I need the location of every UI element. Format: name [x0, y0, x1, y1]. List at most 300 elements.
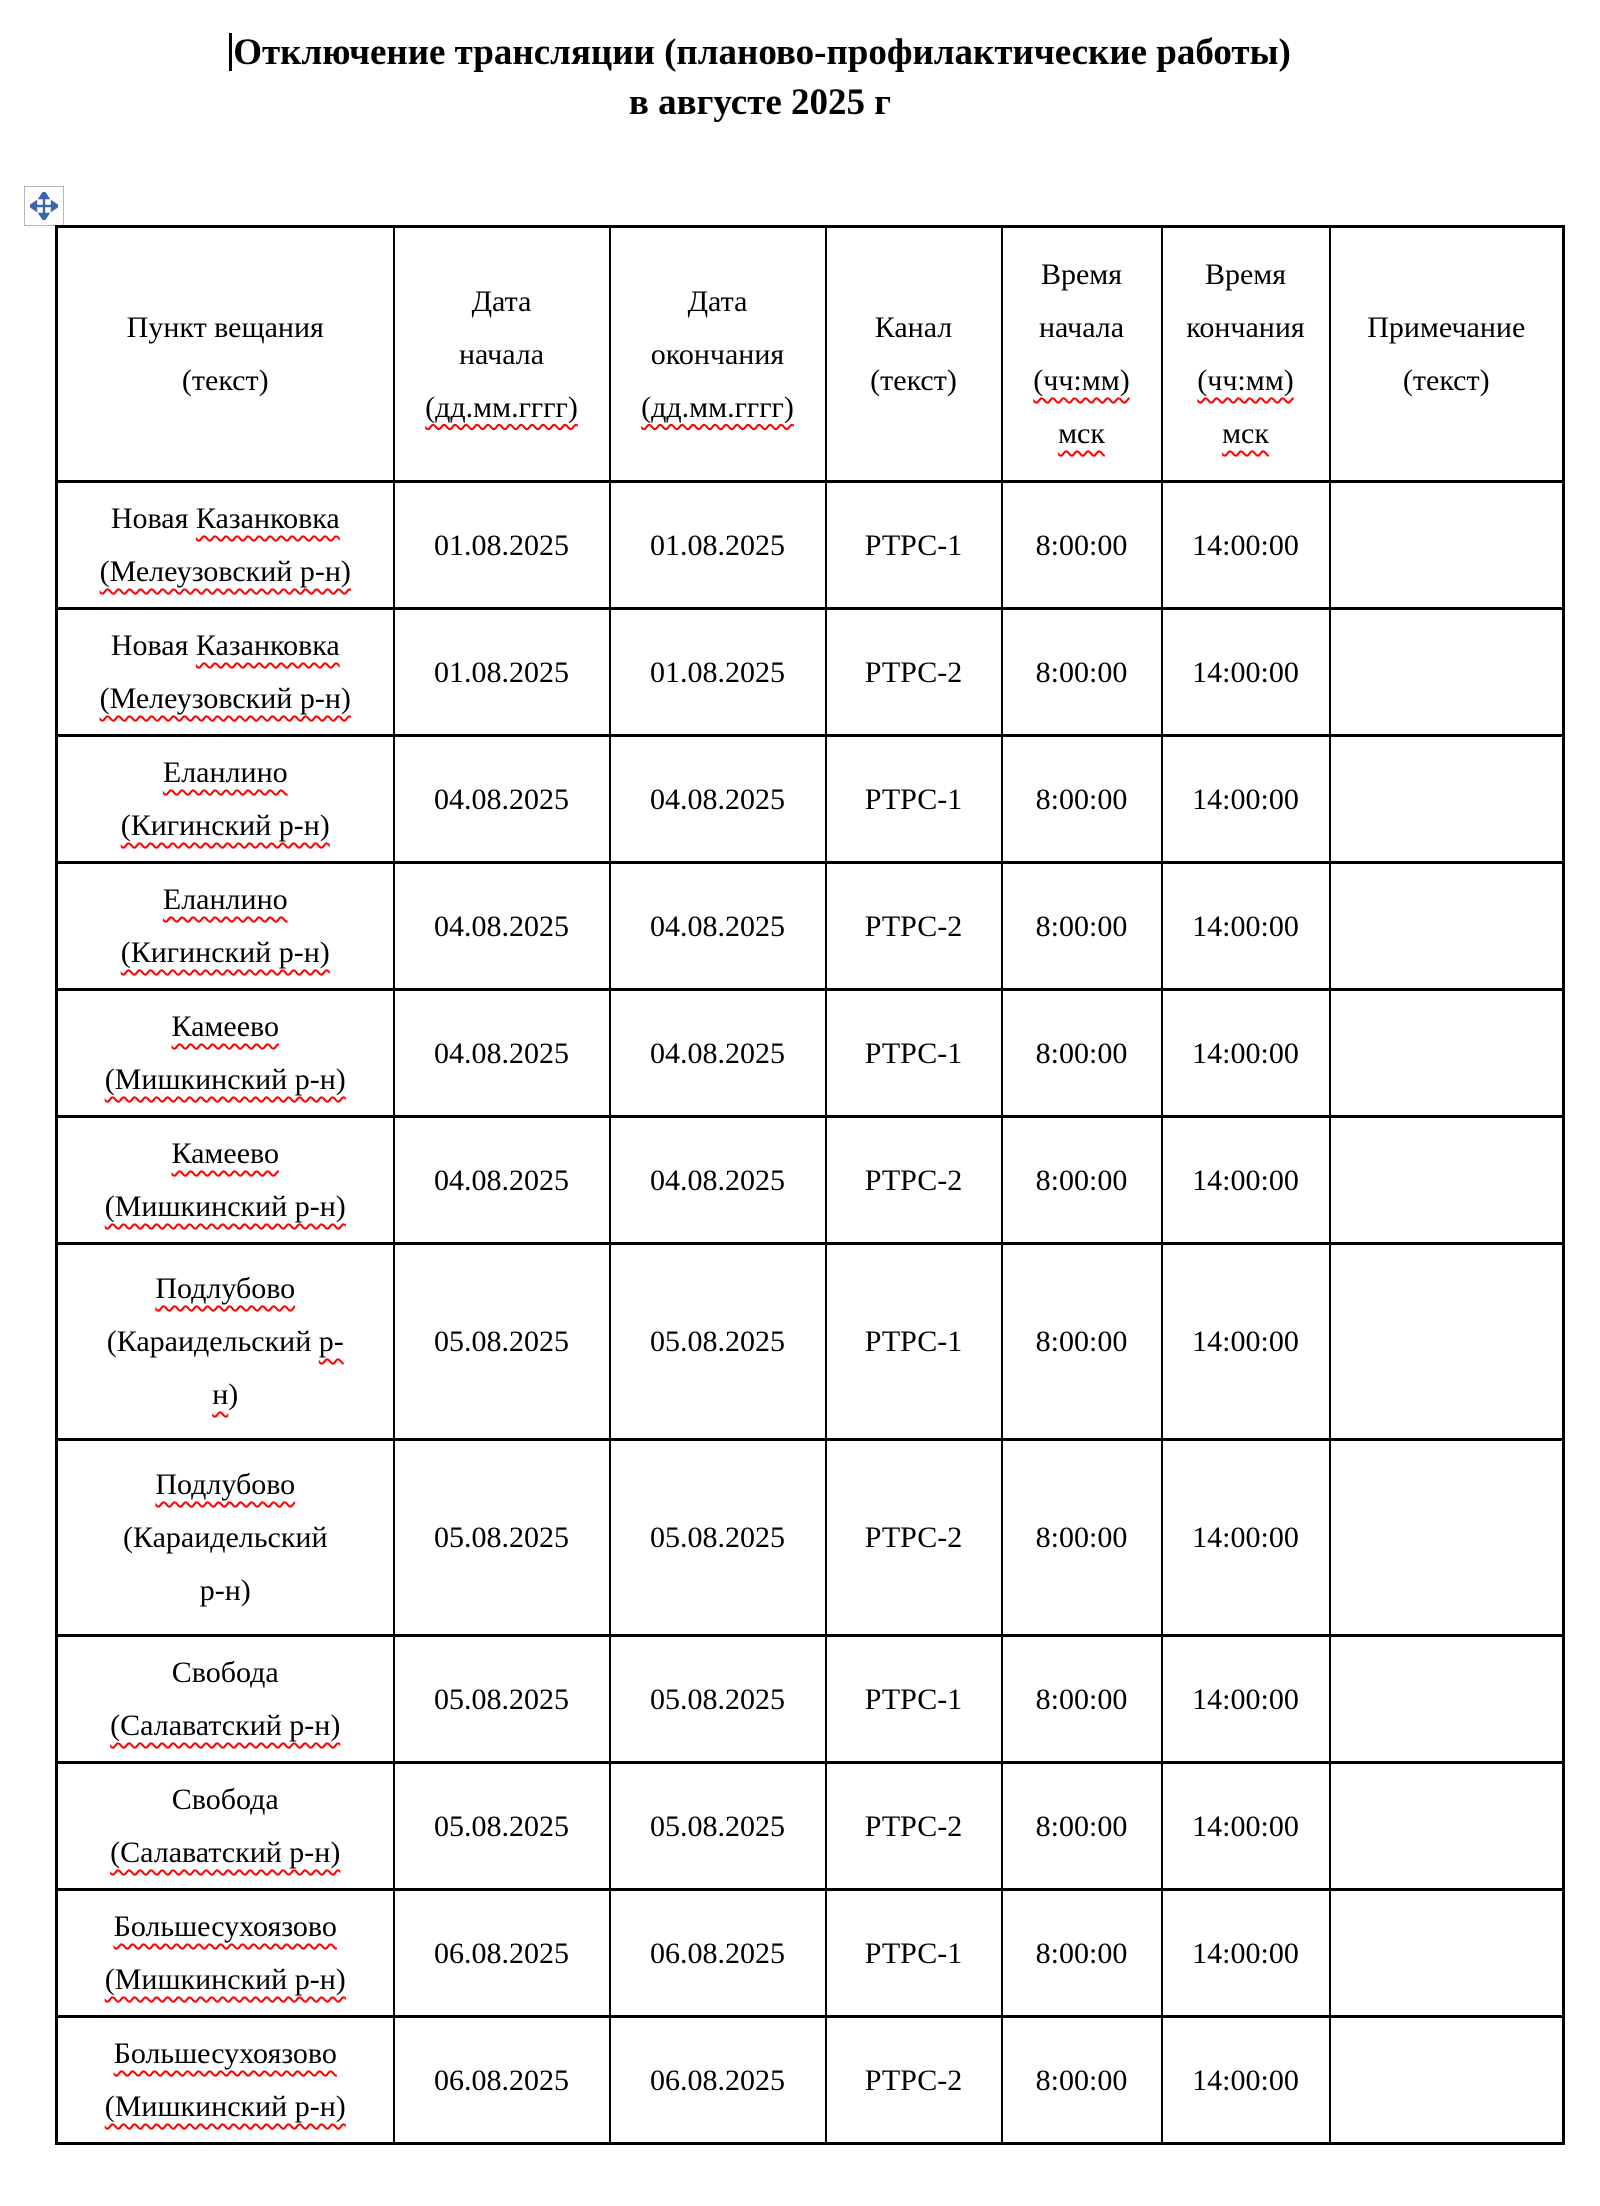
- text-segment: 14:00:00: [1192, 1163, 1299, 1197]
- cell-date-start-content: [395, 1315, 609, 1368]
- cell-date-end-content: [611, 1154, 825, 1207]
- header-cell-point-content: [58, 301, 393, 407]
- text-segment: 05.08.2025: [434, 1325, 569, 1358]
- text-segment: РТРС-2: [864, 1809, 963, 1843]
- text-line: [172, 1646, 279, 1699]
- cell-point[interactable]: [57, 1244, 394, 1440]
- cell-date-end-content: [611, 1673, 825, 1726]
- text-line: [650, 1315, 785, 1368]
- cell-time-start-content: [1003, 1027, 1161, 1080]
- text-line: [434, 1927, 569, 1980]
- misspelled-text: (Мелеузовский р-н): [99, 555, 351, 588]
- cell-time-start[interactable]: [1002, 609, 1162, 736]
- cell-note[interactable]: [1330, 1244, 1564, 1440]
- text-line: [1192, 1927, 1299, 1980]
- cell-date-end[interactable]: [610, 863, 826, 990]
- text-line: [111, 619, 340, 672]
- text-segment: 06.08.2025: [434, 1936, 569, 1970]
- cell-note[interactable]: [1330, 990, 1564, 1117]
- table-row: [57, 990, 1564, 1117]
- misspelled-text: (Мишкинский р-н): [104, 2090, 346, 2123]
- text-line: [107, 1315, 344, 1368]
- cell-time-end[interactable]: [1162, 1244, 1330, 1440]
- text-segment: 14:00:00: [1192, 1682, 1299, 1716]
- header-cell-note[interactable]: [1330, 227, 1564, 482]
- text-line: [434, 1800, 569, 1853]
- cell-channel[interactable]: [826, 1117, 1002, 1244]
- text-segment: РТРС-2: [864, 909, 963, 943]
- cell-date-end-content: [611, 519, 825, 572]
- table-move-handle[interactable]: [24, 186, 64, 226]
- misspelled-text: Еланлино: [162, 883, 288, 916]
- cell-date-end[interactable]: [610, 1440, 826, 1636]
- cell-date-end[interactable]: [610, 482, 826, 609]
- cell-point[interactable]: [57, 482, 394, 609]
- misspelled-text: Казанковка: [195, 629, 340, 662]
- misspelled-text: мск: [1222, 417, 1269, 450]
- misspelled-text: Казанковка: [195, 502, 340, 535]
- cell-date-start[interactable]: [394, 1763, 610, 1890]
- cell-channel[interactable]: [826, 1763, 1002, 1890]
- cell-point-content: [58, 873, 393, 979]
- text-segment: 14:00:00: [1192, 1325, 1299, 1358]
- text-segment: 14:00:00: [1192, 909, 1299, 943]
- cell-date-start[interactable]: [394, 736, 610, 863]
- text-segment: Примечание: [1367, 311, 1526, 344]
- text-segment: 01.08.2025: [650, 655, 785, 689]
- text-line: [1367, 301, 1525, 354]
- text-segment: 04.08.2025: [434, 782, 569, 816]
- cell-channel-content: [827, 773, 1001, 826]
- cell-point-content: [58, 492, 393, 598]
- text-line: [1186, 301, 1304, 354]
- cell-point-content: [58, 1900, 393, 2006]
- text-segment: 14:00:00: [1192, 1036, 1299, 1070]
- cell-date-start-content: [395, 646, 609, 699]
- cell-date-end[interactable]: [610, 736, 826, 863]
- cell-channel[interactable]: [826, 990, 1002, 1117]
- cell-point[interactable]: [57, 1636, 394, 1763]
- cell-date-start-content: [395, 2054, 609, 2107]
- text-line: [155, 1262, 295, 1315]
- text-line: [434, 1673, 569, 1726]
- text-line: [114, 1900, 337, 1953]
- text-segment: Время: [1040, 258, 1123, 291]
- text-segment: 14:00:00: [1192, 528, 1299, 562]
- header-cell-channel[interactable]: [826, 227, 1002, 482]
- cell-time-start[interactable]: [1002, 1890, 1162, 2017]
- cell-date-end[interactable]: [610, 1117, 826, 1244]
- outage-table: [55, 225, 1565, 2145]
- cell-note[interactable]: [1330, 1763, 1564, 1890]
- cell-channel[interactable]: [826, 863, 1002, 990]
- text-line: [1205, 248, 1286, 301]
- text-line: [105, 1180, 346, 1233]
- text-line: [1192, 519, 1299, 572]
- cell-channel[interactable]: [826, 1440, 1002, 1636]
- cell-time-end[interactable]: [1162, 990, 1330, 1117]
- misspelled-text: р-: [318, 1325, 344, 1358]
- cell-date-start[interactable]: [394, 2017, 610, 2144]
- cell-time-end[interactable]: [1162, 1117, 1330, 1244]
- cell-point[interactable]: [57, 1117, 394, 1244]
- misspelled-text: (дд.мм.гггг): [641, 390, 794, 424]
- title-text-1: Отключение трансляции (планово-профилактические работы): [233, 32, 1291, 73]
- cell-note[interactable]: [1330, 609, 1564, 736]
- table-row: [57, 482, 1564, 609]
- text-line: [110, 1826, 340, 1879]
- cell-time-start[interactable]: [1002, 1244, 1162, 1440]
- misspelled-text: (Мелеузовский р-н): [99, 682, 351, 715]
- cell-date-end-content: [611, 1927, 825, 1980]
- text-segment: 06.08.2025: [650, 2063, 785, 2097]
- text-segment: 8:00:00: [1035, 1325, 1128, 1358]
- cell-note[interactable]: [1330, 482, 1564, 609]
- cell-point-content: [58, 1646, 393, 1752]
- table-row: [57, 1763, 1564, 1890]
- text-line: [472, 275, 532, 328]
- text-segment: 14:00:00: [1192, 782, 1299, 816]
- cell-time-start[interactable]: [1002, 1636, 1162, 1763]
- text-line: [1192, 1027, 1299, 1080]
- header-cell-time_end[interactable]: [1162, 227, 1330, 482]
- outage-table-container: [55, 225, 1565, 2145]
- misspelled-text: (Мишкинский р-н): [104, 1190, 346, 1223]
- cell-date-end-content: [611, 1800, 825, 1853]
- cell-channel-content: [827, 1027, 1001, 1080]
- header-cell-time_start[interactable]: [1002, 227, 1162, 482]
- cell-date-start-content: [395, 900, 609, 953]
- cell-channel[interactable]: [826, 736, 1002, 863]
- text-segment: 8:00:00: [1035, 909, 1128, 943]
- cell-note[interactable]: [1330, 2017, 1564, 2144]
- text-segment: 8:00:00: [1035, 1036, 1128, 1070]
- misspelled-text: Большесухоязово: [113, 2037, 337, 2070]
- cell-date-start[interactable]: [394, 863, 610, 990]
- text-segment: 8:00:00: [1035, 1809, 1128, 1843]
- cell-time-end-content: [1163, 1800, 1329, 1853]
- text-segment: 06.08.2025: [650, 1936, 785, 1970]
- text-segment: 05.08.2025: [650, 1325, 785, 1358]
- cell-time-start[interactable]: [1002, 990, 1162, 1117]
- cell-date-start[interactable]: [394, 1440, 610, 1636]
- text-line: [123, 1511, 328, 1564]
- cell-date-end[interactable]: [610, 1890, 826, 2017]
- cell-channel[interactable]: [826, 609, 1002, 736]
- cell-date-end[interactable]: [610, 1636, 826, 1763]
- cell-time-end[interactable]: [1162, 1440, 1330, 1636]
- text-segment: 04.08.2025: [650, 782, 785, 816]
- text-line: [650, 519, 785, 572]
- text-line: [172, 1773, 279, 1826]
- table-row: [57, 2017, 1564, 2144]
- text-segment: РТРС-2: [864, 1163, 963, 1197]
- cell-time-end[interactable]: [1162, 736, 1330, 863]
- cell-point-content: [58, 1773, 393, 1879]
- cell-date-end[interactable]: [610, 609, 826, 736]
- cell-date-start-content: [395, 519, 609, 572]
- text-segment: 8:00:00: [1035, 1521, 1128, 1554]
- text-segment: 06.08.2025: [434, 2063, 569, 2097]
- cell-time-end-content: [1163, 1927, 1329, 1980]
- misspelled-text: Еланлино: [162, 756, 288, 789]
- text-segment: 05.08.2025: [434, 1682, 569, 1716]
- cell-channel-content: [827, 1927, 1001, 1980]
- cell-time-start[interactable]: [1002, 2017, 1162, 2144]
- misspelled-text: (Кигинский р-н): [120, 936, 330, 969]
- text-segment: Дата: [471, 284, 532, 318]
- cell-date-end-content: [611, 1315, 825, 1368]
- text-line: [1192, 1154, 1299, 1207]
- title-line-2: [55, 78, 1465, 128]
- cell-date-end[interactable]: [610, 1244, 826, 1440]
- cell-point-content: [58, 1127, 393, 1233]
- cell-date-end-content: [611, 773, 825, 826]
- cell-time-end[interactable]: [1162, 482, 1330, 609]
- text-line: [1197, 354, 1293, 407]
- cell-date-start-content: [395, 1027, 609, 1080]
- misspelled-text: (Кигинский р-н): [120, 809, 330, 842]
- text-line: [865, 1927, 962, 1980]
- cell-time-end-content: [1163, 1315, 1329, 1368]
- cell-channel[interactable]: [826, 1244, 1002, 1440]
- header-cell-channel-content: [827, 301, 1001, 407]
- text-line: [865, 1315, 962, 1368]
- cell-point[interactable]: [57, 1440, 394, 1636]
- text-segment: Свобода: [171, 1783, 279, 1816]
- text-segment: Канал: [874, 311, 953, 344]
- cell-time-end[interactable]: [1162, 863, 1330, 990]
- text-line: [1033, 354, 1129, 407]
- cell-point-content: [58, 1458, 393, 1617]
- cell-time-start[interactable]: [1002, 482, 1162, 609]
- text-line: [650, 1927, 785, 1980]
- cell-time-start-content: [1003, 900, 1161, 953]
- cell-time-start[interactable]: [1002, 1117, 1162, 1244]
- cell-time-end-content: [1163, 773, 1329, 826]
- header-cell-date_end[interactable]: [610, 227, 826, 482]
- text-line: [1192, 646, 1299, 699]
- misspelled-text: Большесухоязово: [113, 1910, 337, 1943]
- text-line: [434, 646, 569, 699]
- cell-channel[interactable]: [826, 2017, 1002, 2144]
- cell-channel-content: [827, 646, 1001, 699]
- title-text-2: в августе 2025 г: [628, 82, 892, 123]
- text-line: [1036, 646, 1128, 699]
- misspelled-text: (дд.мм.гггг): [425, 390, 578, 424]
- header-cell-time_end-content: [1163, 248, 1329, 460]
- text-segment: Время: [1204, 258, 1287, 291]
- text-line: [650, 773, 785, 826]
- cell-time-start-content: [1003, 646, 1161, 699]
- text-line: [425, 381, 578, 434]
- text-line: [1036, 1511, 1128, 1564]
- text-line: [865, 1027, 962, 1080]
- text-line: [1403, 354, 1490, 407]
- cell-point[interactable]: [57, 1890, 394, 2017]
- cell-time-start[interactable]: [1002, 1440, 1162, 1636]
- cell-point[interactable]: [57, 1763, 394, 1890]
- text-line: [1036, 900, 1128, 953]
- text-line: [1192, 1315, 1299, 1368]
- cell-time-start[interactable]: [1002, 1763, 1162, 1890]
- cell-date-start[interactable]: [394, 1890, 610, 2017]
- header-cell-date_start[interactable]: [394, 227, 610, 482]
- cell-channel-content: [827, 1800, 1001, 1853]
- table-row: [57, 1244, 1564, 1440]
- text-segment: окончания: [650, 337, 785, 371]
- text-line: [212, 1368, 238, 1421]
- misspelled-text: Подлубово: [155, 1468, 296, 1501]
- table-row: [57, 1636, 1564, 1763]
- cell-date-start-content: [395, 1927, 609, 1980]
- text-line: [1036, 1154, 1128, 1207]
- cell-point-content: [58, 2027, 393, 2133]
- text-line: [865, 900, 962, 953]
- text-line: [870, 354, 957, 407]
- cell-time-end[interactable]: [1162, 1636, 1330, 1763]
- cell-date-start-content: [395, 1800, 609, 1853]
- cell-date-start[interactable]: [394, 1244, 610, 1440]
- cell-date-start-content: [395, 773, 609, 826]
- cell-time-start-content: [1003, 773, 1161, 826]
- cell-note[interactable]: [1330, 1636, 1564, 1763]
- text-line: [1036, 1800, 1128, 1853]
- cell-note[interactable]: [1330, 1117, 1564, 1244]
- text-segment: 04.08.2025: [650, 1163, 785, 1197]
- cell-date-start[interactable]: [394, 1117, 610, 1244]
- cell-date-end-content: [611, 646, 825, 699]
- text-line: [650, 900, 785, 953]
- cell-time-start[interactable]: [1002, 863, 1162, 990]
- cell-point[interactable]: [57, 990, 394, 1117]
- cell-point[interactable]: [57, 863, 394, 990]
- cell-time-end[interactable]: [1162, 2017, 1330, 2144]
- cell-date-start[interactable]: [394, 609, 610, 736]
- text-line: [1058, 407, 1105, 460]
- text-line: [1192, 2054, 1299, 2107]
- text-segment: 01.08.2025: [650, 528, 785, 562]
- cell-date-end[interactable]: [610, 1763, 826, 1890]
- text-cursor: [229, 33, 232, 71]
- text-line: [650, 646, 785, 699]
- text-line: [155, 1458, 295, 1511]
- text-line: [1036, 519, 1128, 572]
- text-segment: 01.08.2025: [434, 655, 569, 689]
- cell-channel[interactable]: [826, 482, 1002, 609]
- misspelled-text: Камеево: [171, 1137, 279, 1170]
- text-line: [459, 328, 544, 381]
- cell-point[interactable]: [57, 736, 394, 863]
- text-line: [111, 492, 340, 545]
- cell-channel[interactable]: [826, 1890, 1002, 2017]
- text-line: [865, 1800, 962, 1853]
- text-line: [1192, 900, 1299, 953]
- cell-point[interactable]: [57, 2017, 394, 2144]
- text-line: [650, 2054, 785, 2107]
- text-line: [651, 328, 784, 381]
- text-line: [650, 1154, 785, 1207]
- misspelled-text: (Мишкинский р-н): [104, 1063, 346, 1096]
- table-row: [57, 1440, 1564, 1636]
- text-segment: 8:00:00: [1035, 1682, 1128, 1716]
- text-line: [434, 1315, 569, 1368]
- cell-date-start-content: [395, 1154, 609, 1207]
- cell-date-start[interactable]: [394, 1636, 610, 1763]
- text-line: [865, 773, 962, 826]
- header-cell-note-content: [1331, 301, 1563, 407]
- cell-channel-content: [827, 2054, 1001, 2107]
- cell-channel-content: [827, 900, 1001, 953]
- cell-date-end[interactable]: [610, 990, 826, 1117]
- cell-date-start[interactable]: [394, 482, 610, 609]
- cell-note[interactable]: [1330, 736, 1564, 863]
- cell-note[interactable]: [1330, 863, 1564, 990]
- text-line: [171, 1000, 279, 1053]
- cell-date-start-content: [395, 1511, 609, 1564]
- cell-time-end[interactable]: [1162, 1890, 1330, 2017]
- text-line: [865, 646, 962, 699]
- text-segment: начала: [1038, 311, 1125, 344]
- text-line: [650, 1027, 785, 1080]
- text-segment: (текст): [181, 364, 269, 397]
- text-segment: 05.08.2025: [434, 1521, 569, 1554]
- cell-point[interactable]: [57, 609, 394, 736]
- table-row: [57, 863, 1564, 990]
- cell-time-end-content: [1163, 1154, 1329, 1207]
- cell-point-content: [58, 1262, 393, 1421]
- cell-time-start-content: [1003, 1315, 1161, 1368]
- text-segment: 14:00:00: [1192, 655, 1299, 689]
- cell-note[interactable]: [1330, 1440, 1564, 1636]
- cell-date-end[interactable]: [610, 2017, 826, 2144]
- misspelled-text: (Салаватский р-н): [110, 1836, 341, 1869]
- text-segment: РТРС-2: [864, 655, 963, 689]
- cell-channel-content: [827, 1315, 1001, 1368]
- text-line: [127, 301, 324, 354]
- document-title[interactable]: [55, 28, 1465, 128]
- cell-channel[interactable]: [826, 1636, 1002, 1763]
- text-line: [105, 1053, 346, 1106]
- cell-date-start[interactable]: [394, 990, 610, 1117]
- text-segment: 04.08.2025: [434, 1163, 569, 1197]
- text-segment: кончания: [1186, 311, 1305, 344]
- text-line: [434, 773, 569, 826]
- cell-note[interactable]: [1330, 1890, 1564, 2017]
- text-segment: (текст): [870, 364, 957, 397]
- cell-time-end[interactable]: [1162, 609, 1330, 736]
- text-line: [434, 900, 569, 953]
- text-line: [163, 873, 288, 926]
- cell-time-end[interactable]: [1162, 1763, 1330, 1890]
- header-cell-point[interactable]: [57, 227, 394, 482]
- text-segment: Дата: [687, 284, 748, 318]
- text-line: [650, 1511, 785, 1564]
- text-line: [114, 2027, 337, 2080]
- text-line: [163, 746, 288, 799]
- text-line: [171, 1127, 279, 1180]
- text-segment: 8:00:00: [1035, 528, 1128, 562]
- cell-time-end-content: [1163, 900, 1329, 953]
- text-line: [434, 2054, 569, 2107]
- text-segment: 8:00:00: [1035, 1936, 1128, 1970]
- text-line: [865, 1511, 962, 1564]
- text-segment: ): [228, 1378, 239, 1411]
- text-segment: 04.08.2025: [650, 909, 785, 943]
- cell-point-content: [58, 619, 393, 725]
- text-segment: 14:00:00: [1192, 1936, 1299, 1970]
- cell-time-start[interactable]: [1002, 736, 1162, 863]
